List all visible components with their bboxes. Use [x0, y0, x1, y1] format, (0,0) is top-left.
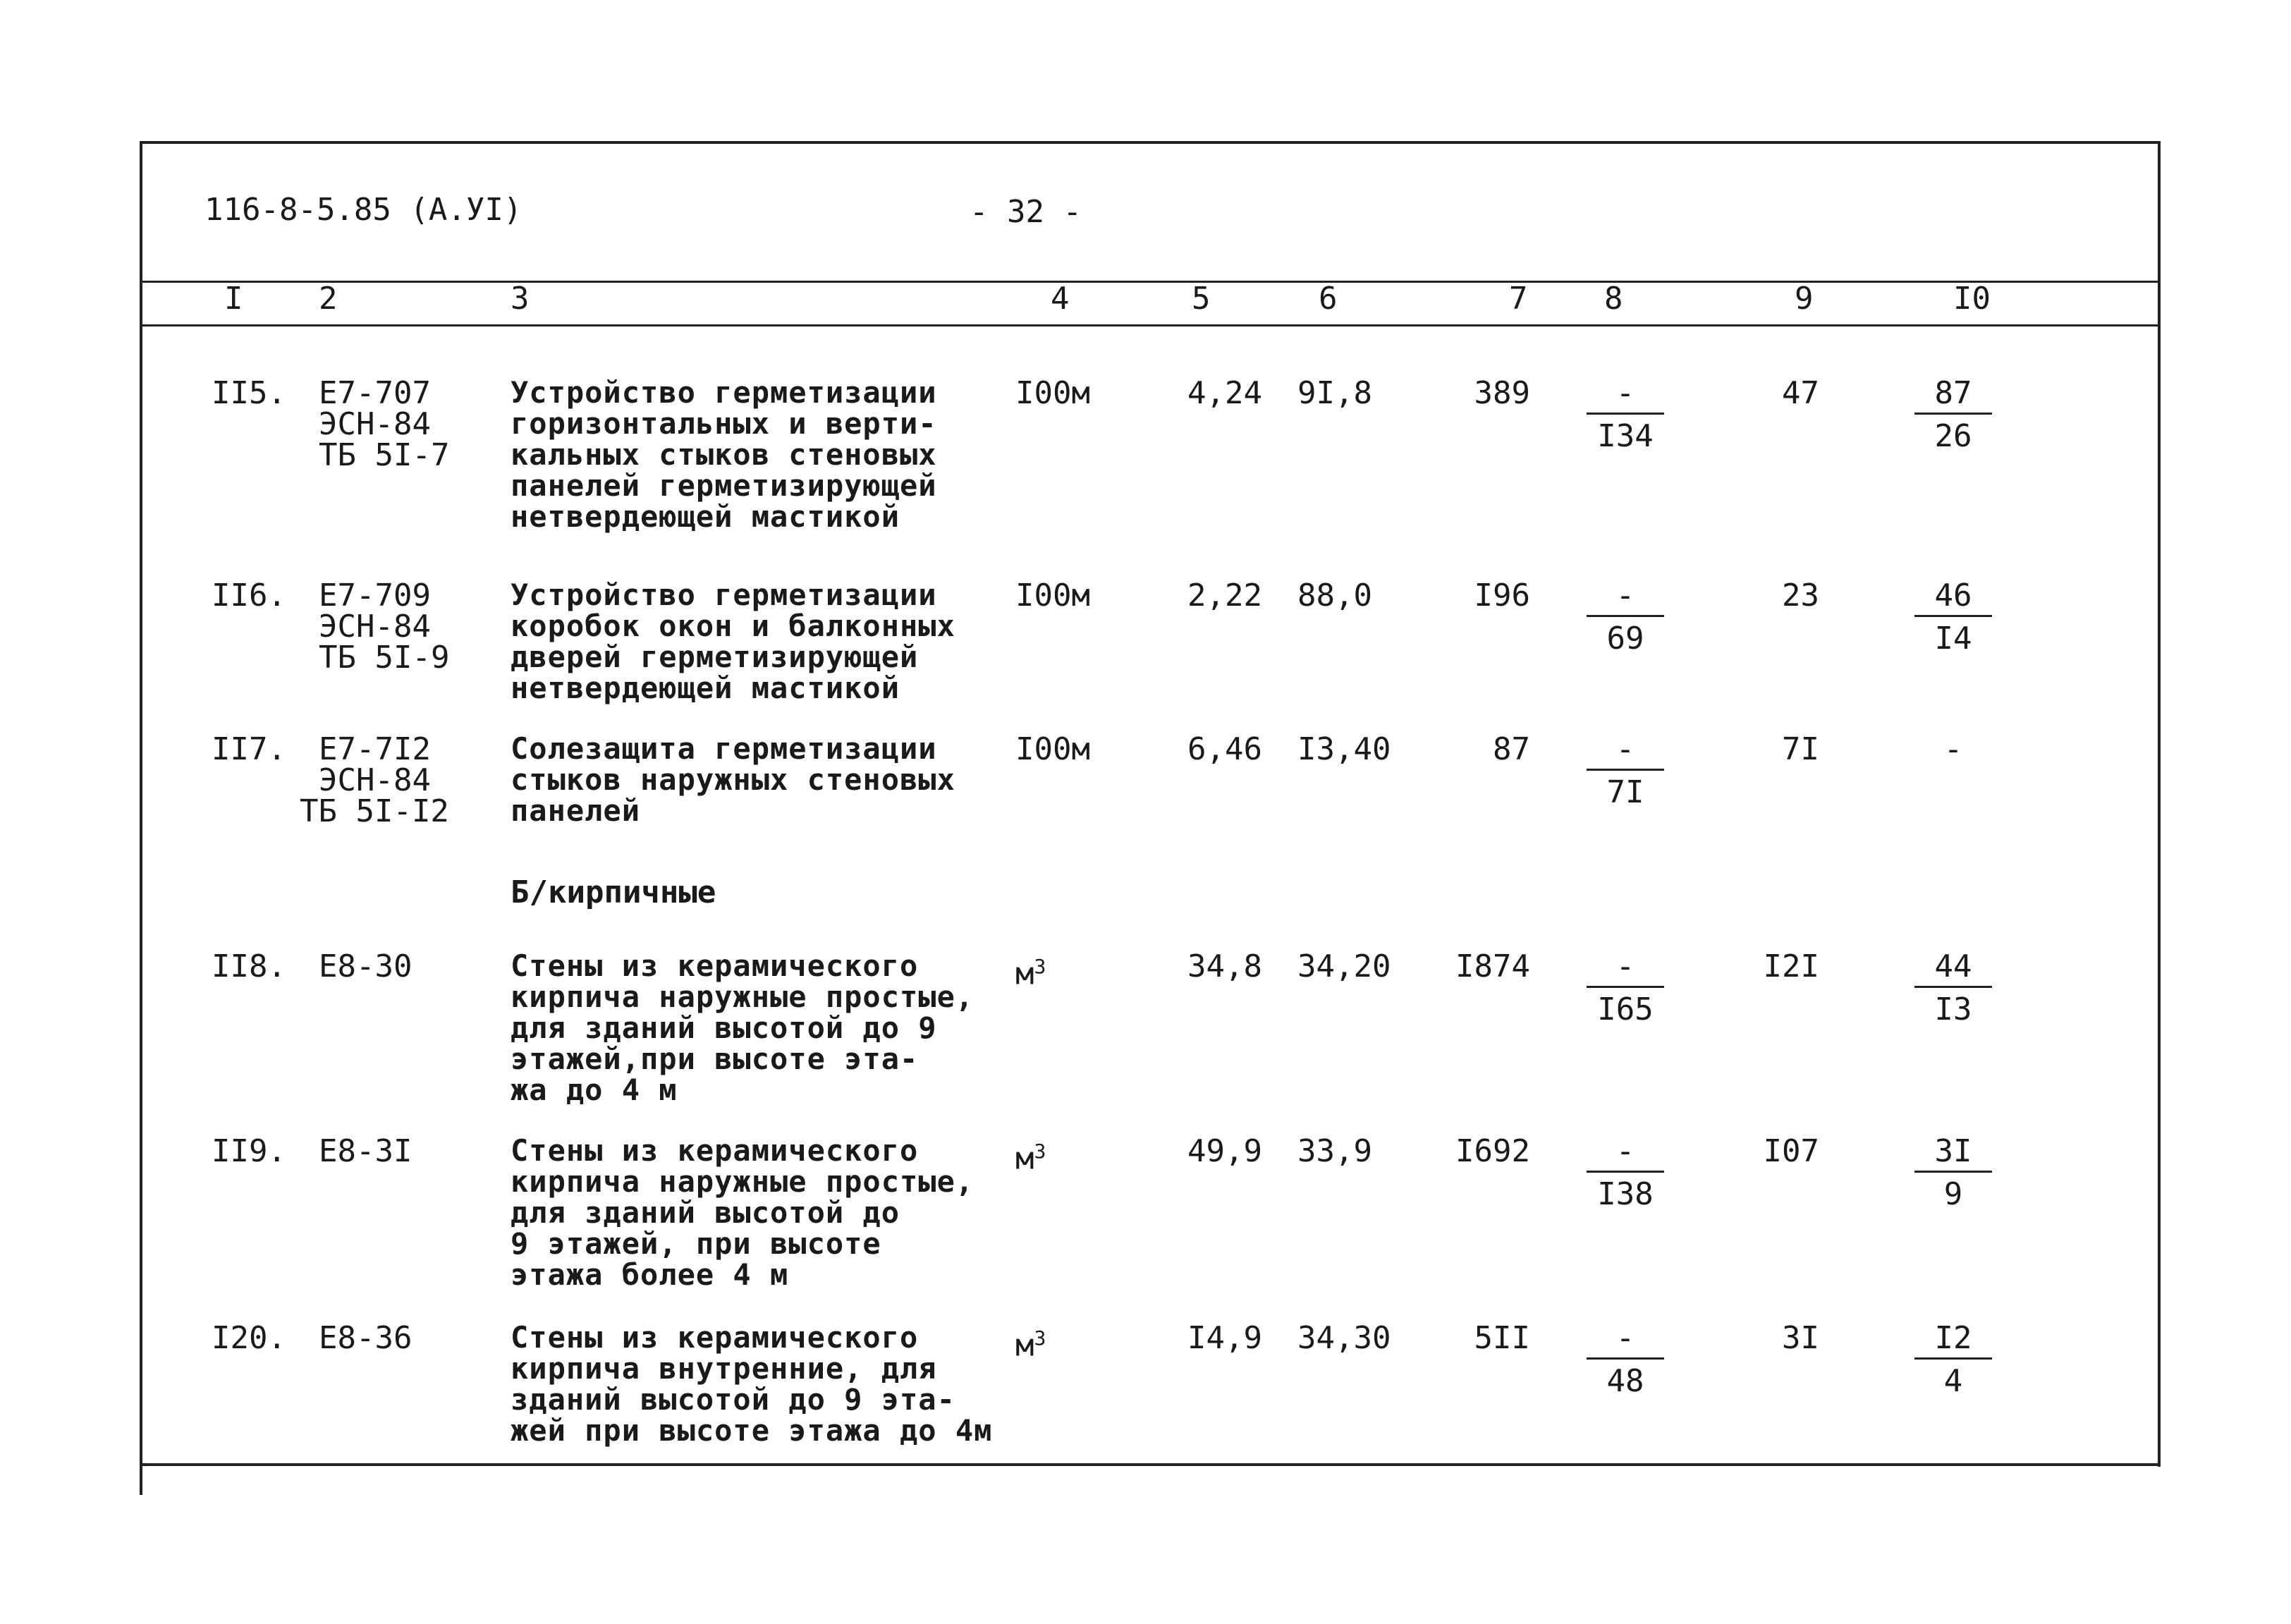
col8-denominator: I38 — [1597, 1176, 1654, 1212]
row-number: II7. — [212, 731, 286, 767]
col8-denominator: 69 — [1606, 621, 1644, 657]
col8-denominator: 7I — [1606, 774, 1644, 810]
col10-value: - — [1943, 731, 1963, 767]
col10-denominator: 9 — [1943, 1176, 1963, 1212]
column-header-1: I — [224, 281, 243, 317]
page-number: - 32 - — [970, 194, 1082, 230]
description-line: нетвердеющей мастикой — [511, 499, 900, 534]
description-line: горизонтальных и верти- — [511, 406, 937, 441]
description-line: Устройство герметизации — [511, 578, 937, 612]
col9-value: I2I — [1763, 948, 1819, 984]
fraction-bar — [1914, 413, 1992, 415]
norm-code-line: ЭСН-84 — [319, 406, 431, 442]
column-header-4: 4 — [1051, 281, 1070, 317]
col10-numerator: 46 — [1934, 578, 1972, 613]
description-line: нетвердеющей мастикой — [511, 671, 900, 705]
description-line: жа до 4 м — [511, 1073, 678, 1107]
col9-value: 7I — [1782, 731, 1819, 767]
description-line: Стены из керамического — [511, 948, 919, 983]
col6-value: 88,0 — [1297, 578, 1372, 613]
description-line: Устройство герметизации — [511, 375, 937, 410]
description-line: панелей герметизирующей — [511, 468, 937, 503]
column-header-6: 6 — [1319, 281, 1338, 317]
col8-numerator: - — [1615, 1133, 1635, 1169]
col6-value: I3,40 — [1297, 731, 1391, 767]
fraction-bar — [1914, 986, 1992, 988]
header-rule-top — [140, 281, 2161, 283]
col6-value: 34,20 — [1297, 948, 1391, 984]
col5-value: 49,9 — [1187, 1133, 1262, 1169]
col8-denominator: 48 — [1606, 1363, 1644, 1399]
description-line: жей при высоте этажа до 4м — [511, 1413, 993, 1448]
description-line: кирпича наружные простые, — [511, 1164, 975, 1199]
unit-superscript: 3 — [1034, 1140, 1046, 1163]
description-line: дверей герметизирующей — [511, 640, 919, 674]
col8-denominator: I65 — [1597, 991, 1654, 1027]
col8-fraction — [1587, 580, 1664, 655]
unit-text: I00м — [1015, 731, 1090, 767]
frame-bottom-border — [140, 1463, 2161, 1466]
row-number: II6. — [212, 578, 286, 613]
column-header-8: 8 — [1604, 281, 1623, 317]
fraction-bar — [1587, 413, 1664, 415]
norm-code-line: Е7-7I2 — [319, 731, 431, 767]
unit-cell — [1015, 1135, 1046, 1176]
norm-code-line: ЭСН-84 — [319, 609, 431, 645]
unit-cell — [1015, 580, 1090, 612]
description-line: кальных стыков стеновых — [511, 437, 937, 472]
col10-numerator: 87 — [1934, 375, 1972, 411]
norm-code-line: ТБ 5I-9 — [319, 640, 450, 676]
column-header-10: I0 — [1953, 281, 1991, 317]
unit-text: м — [1015, 1140, 1034, 1177]
col5-value: 6,46 — [1187, 731, 1262, 767]
unit-cell — [1015, 377, 1090, 410]
norm-code-line: Е8-30 — [319, 948, 413, 984]
col5-value: 34,8 — [1187, 948, 1262, 984]
column-header-3: 3 — [511, 281, 530, 317]
description-line: 9 этажей, при высоте — [511, 1226, 881, 1261]
col6-value: 34,30 — [1297, 1320, 1391, 1356]
frame-left-border — [140, 141, 142, 1495]
col8-fraction — [1587, 948, 1664, 1027]
unit-cell — [1015, 1322, 1046, 1362]
col5-value: 2,22 — [1187, 578, 1262, 613]
col10-numerator: 44 — [1934, 948, 1972, 984]
col8-fraction — [1587, 1135, 1664, 1211]
norm-code-line: Е8-3I — [319, 1133, 413, 1169]
column-header-5: 5 — [1192, 281, 1211, 317]
unit-text: I00м — [1015, 375, 1090, 411]
col8-numerator: - — [1615, 375, 1635, 411]
description-line: кирпича внутренние, для — [511, 1351, 937, 1386]
column-header-9: 9 — [1795, 281, 1814, 317]
row-number: I20. — [212, 1320, 286, 1356]
col8-fraction — [1587, 733, 1664, 809]
frame-top-border — [140, 141, 2161, 144]
col10-denominator: I3 — [1934, 991, 1972, 1027]
frame-right-border — [2158, 141, 2161, 1467]
col8-fraction — [1587, 377, 1664, 453]
header-rule-bottom — [140, 324, 2161, 326]
fraction-bar — [1587, 615, 1664, 617]
unit-text: I00м — [1015, 578, 1090, 613]
fraction-bar — [1914, 1357, 1992, 1360]
col10-fraction — [1914, 580, 1992, 655]
document-code: 116-8-5.85 (А.УI) — [204, 192, 523, 228]
unit-text: м — [1015, 1327, 1034, 1364]
row-number: II5. — [212, 375, 286, 411]
col6-value: 33,9 — [1297, 1133, 1372, 1169]
unit-text: м — [1015, 956, 1034, 992]
col7-value: 87 — [1493, 731, 1530, 767]
col10-numerator: 3I — [1934, 1133, 1972, 1169]
unit-cell — [1015, 733, 1090, 766]
col10-fraction — [1914, 377, 1992, 453]
row-number: II9. — [212, 1133, 286, 1169]
column-header-7: 7 — [1509, 281, 1528, 317]
col9-value: 3I — [1782, 1320, 1819, 1356]
col9-value: I07 — [1763, 1133, 1819, 1169]
col7-value: I96 — [1474, 578, 1530, 613]
description-line: зданий высотой до 9 эта- — [511, 1382, 955, 1417]
fraction-bar — [1587, 986, 1664, 988]
col8-numerator: - — [1615, 578, 1635, 613]
col8-numerator: - — [1615, 948, 1635, 984]
fraction-bar — [1587, 1171, 1664, 1173]
col7-value: I874 — [1455, 948, 1530, 984]
norm-code-line: Е7-709 — [319, 578, 431, 613]
col10-fraction — [1914, 1135, 1992, 1211]
col7-value: I692 — [1455, 1133, 1530, 1169]
col8-numerator: - — [1615, 731, 1635, 767]
col7-value: 5II — [1474, 1320, 1530, 1356]
col6-value: 9I,8 — [1297, 375, 1372, 411]
row-number: II8. — [212, 948, 286, 984]
column-header-2: 2 — [319, 281, 338, 317]
col10-denominator: 26 — [1934, 418, 1972, 454]
col9-value: 47 — [1782, 375, 1819, 411]
norm-code-line: ТБ 5I-7 — [319, 437, 450, 473]
col10-fraction — [1914, 948, 1992, 1027]
fraction-bar — [1587, 769, 1664, 771]
col10-fraction — [1914, 1322, 1992, 1398]
norm-code-line: Е7-707 — [319, 375, 431, 411]
description-line: для зданий высотой до — [511, 1195, 900, 1230]
description-line: Стены из керамического — [511, 1133, 919, 1168]
col9-value: 23 — [1782, 578, 1819, 613]
unit-superscript: 3 — [1034, 1326, 1046, 1350]
col5-value: 4,24 — [1187, 375, 1262, 411]
col10-denominator: 4 — [1943, 1363, 1963, 1399]
col10-fraction — [1914, 733, 1992, 766]
fraction-bar — [1914, 1171, 1992, 1173]
description-line: Солезащита герметизации — [511, 731, 937, 766]
col8-denominator: I34 — [1597, 418, 1654, 454]
description-line: Стены из керамического — [511, 1320, 919, 1355]
norm-code-line: Е8-36 — [319, 1320, 413, 1356]
norm-code-line: ТБ 5I-I2 — [300, 793, 449, 829]
description-line: кирпича наружные простые, — [511, 979, 975, 1014]
fraction-bar — [1914, 615, 1992, 617]
description-line: для зданий высотой до 9 — [511, 1011, 937, 1045]
unit-cell — [1015, 951, 1046, 991]
fraction-bar — [1587, 1357, 1664, 1360]
col8-fraction — [1587, 1322, 1664, 1398]
unit-superscript: 3 — [1034, 955, 1046, 978]
description-line: коробок окон и балконных — [511, 609, 955, 643]
col10-denominator: I4 — [1934, 621, 1972, 657]
description-line: этажей,при высоте эта- — [511, 1042, 919, 1076]
col7-value: 389 — [1474, 375, 1530, 411]
col8-numerator: - — [1615, 1320, 1635, 1356]
description-line: панелей — [511, 793, 641, 828]
col10-numerator: I2 — [1934, 1320, 1972, 1356]
section-title-brick: Б/кирпичные — [511, 874, 716, 910]
description-line: стыков наружных стеновых — [511, 762, 955, 797]
norm-code-line: ЭСН-84 — [319, 762, 431, 798]
col5-value: I4,9 — [1187, 1320, 1262, 1356]
description-line: этажа более 4 м — [511, 1257, 789, 1292]
